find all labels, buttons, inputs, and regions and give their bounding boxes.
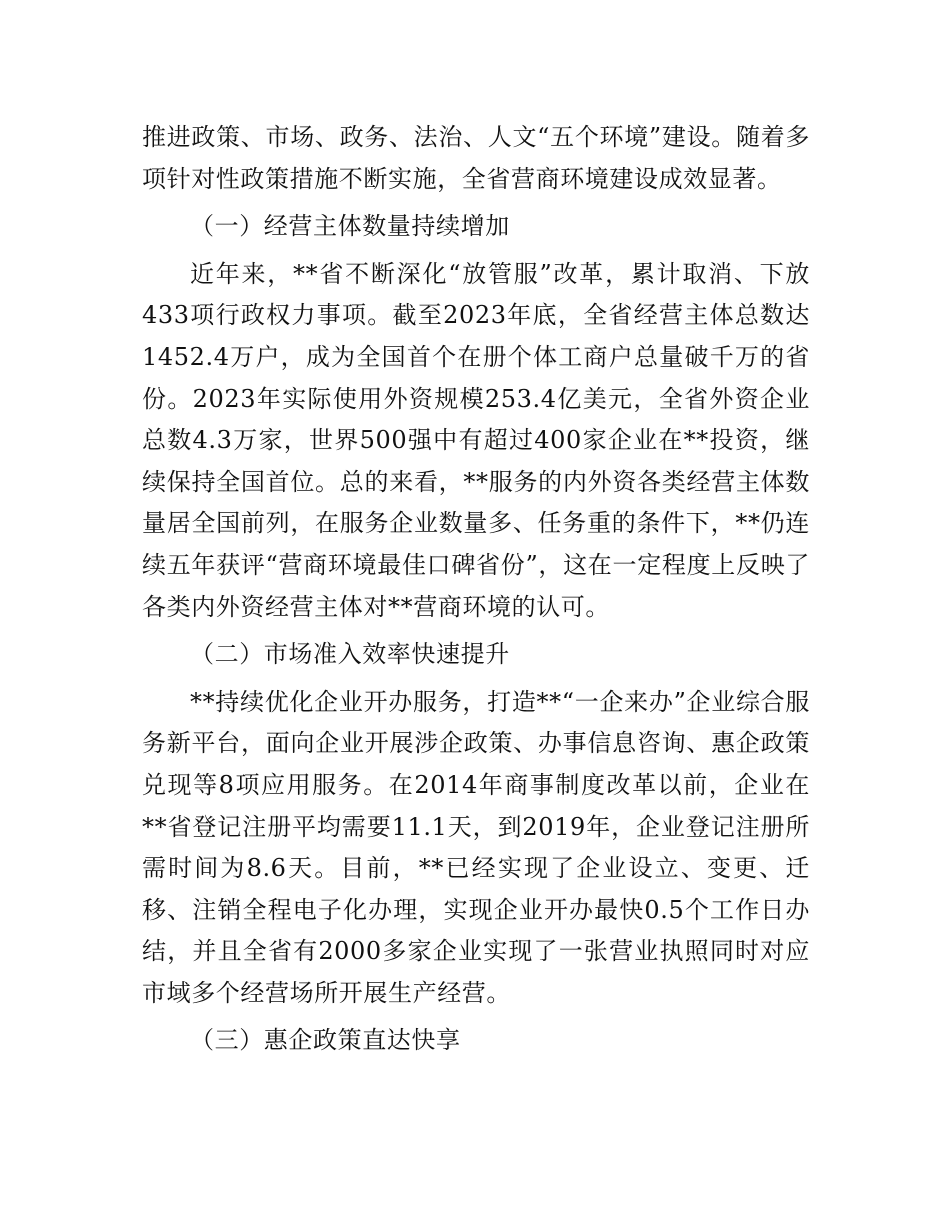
section-heading-2: （二）市场准入效率快速提升 bbox=[190, 640, 510, 669]
section-heading-1: （一）经营主体数量持续增加 bbox=[190, 212, 510, 241]
paragraph-section-2: **持续优化企业开办服务，打造**“一企来办”企业综合服务新平台，面向企业开展涉企政策、办事信息咨询、惠企政策兑现等8项应用服务。在2014年商事制度改革以前，企业在**省登记注册平均需要11.1天，到2019年，企业登记注册所需时间为8.6天。目前，**已经实现了企业设立、变更、迁移、注销全程电子化办理，实现企业开办最快0.5个工作日办结，并且全省有2000多家企业实现了一张营业执照同时对应市域多个经营场所开展生产经营。 bbox=[142, 687, 810, 1007]
document-body bbox=[142, 117, 810, 1068]
paragraph-intro-continued: 推进政策、市场、政务、法治、人文“五个环境”建设。随着多项针对性政策措施不断实施，全省营商环境建设成效显著。 bbox=[142, 123, 810, 193]
paragraph-section-1: 近年来，**省不断深化“放管服”改革，累计取消、下放433项行政权力事项。截至2023年底，全省经营主体总数达1452.4万户，成为全国首个在册个体工商户总量破千万的省份。2023年实际使用外资规模253.4亿美元，全省外资企业总数4.3万家，世界500强中有超过400家企业在**投资，继续保持全国首位。总的来看，**服务的内外资各类经营主体数量居全国前列，在服务企业数量多、任务重的条件下，**仍连续五年获评“营商环境最佳口碑省份”，这在一定程度上反映了各类内外资经营主体对**营商环境的认可。 bbox=[142, 259, 810, 621]
section-heading-3: （三）惠企政策直达快享 bbox=[190, 1026, 461, 1055]
